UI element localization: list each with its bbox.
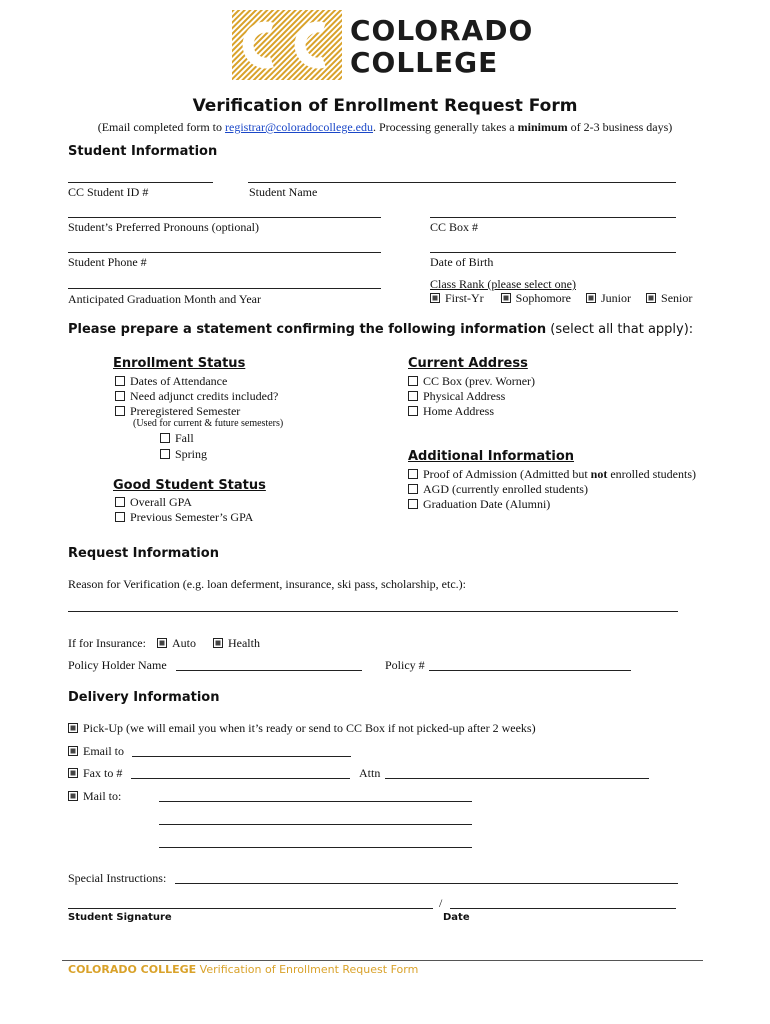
checkbox-icon[interactable] <box>68 723 78 733</box>
delivery-fax[interactable]: Fax to # <box>68 766 122 781</box>
checkbox-icon[interactable] <box>68 791 78 801</box>
logo-line2: COLLEGE <box>350 46 499 79</box>
rank-junior[interactable]: Junior <box>586 291 631 305</box>
delivery-heading: Delivery Information <box>68 690 220 705</box>
mail-field-line-3[interactable] <box>159 847 472 848</box>
address-item-1[interactable]: CC Box (prev. Worner) <box>408 374 535 389</box>
semester-spring[interactable]: Spring <box>160 447 207 462</box>
rank-first-yr[interactable]: First-Yr <box>430 291 484 305</box>
footer-divider <box>62 960 703 961</box>
insurance-row: If for Insurance: Auto Health <box>68 636 260 650</box>
mail-field-line-1[interactable] <box>159 801 472 802</box>
delivery-mail[interactable]: Mail to: <box>68 789 121 804</box>
logo <box>232 10 542 80</box>
policy-holder-field[interactable] <box>176 670 362 671</box>
email-link[interactable]: registrar@coloradocollege.edu <box>225 120 373 134</box>
additional-item-1[interactable]: Proof of Admission (Admitted but not enrolled students) <box>408 467 696 482</box>
email-field[interactable] <box>132 756 351 757</box>
checkbox-icon[interactable] <box>408 391 418 401</box>
additional-heading: Additional Information <box>408 449 575 464</box>
insurance-health[interactable]: Health <box>213 636 260 650</box>
enrollment-item-3[interactable]: Preregistered Semester <box>115 404 240 419</box>
policy-holder-label: Policy Holder Name <box>68 658 167 672</box>
enrollment-item-1[interactable]: Dates of Attendance <box>115 374 227 389</box>
date-field[interactable] <box>450 908 676 909</box>
checkbox-icon[interactable] <box>408 406 418 416</box>
checkbox-icon[interactable] <box>160 449 170 459</box>
checkbox-icon[interactable] <box>213 638 223 648</box>
signature-label: Student Signature <box>68 912 172 923</box>
checkbox-icon[interactable] <box>115 406 125 416</box>
checkbox-icon[interactable] <box>115 391 125 401</box>
checkbox-icon[interactable] <box>157 638 167 648</box>
enrollment-heading: Enrollment Status <box>113 356 246 371</box>
good-status-item-2[interactable]: Previous Semester’s GPA <box>115 510 253 525</box>
checkbox-icon[interactable] <box>408 376 418 386</box>
policy-number-label: Policy # <box>385 658 425 672</box>
checkbox-icon[interactable] <box>68 768 78 778</box>
phone-field[interactable] <box>68 252 381 253</box>
pronouns-label: Student’s Preferred Pronouns (optional) <box>68 220 259 234</box>
checkbox-icon[interactable] <box>646 293 656 303</box>
rank-sophomore[interactable]: Sophomore <box>501 291 571 305</box>
checkbox-icon[interactable] <box>160 433 170 443</box>
policy-number-field[interactable] <box>429 670 631 671</box>
footer-text: COLORADO COLLEGE Verification of Enrollment Request Form <box>68 963 419 976</box>
page-title: Verification of Enrollment Request Form <box>192 96 578 116</box>
insurance-auto[interactable]: Auto <box>157 636 196 650</box>
class-rank-label: Class Rank (please select one) <box>430 277 576 291</box>
class-rank-options <box>430 291 692 306</box>
delivery-pickup[interactable]: Pick-Up (we will email you when it’s ready or send to CC Box if not picked-up after 2 weeks) <box>68 721 536 736</box>
signature-field[interactable] <box>68 908 433 909</box>
student-info-heading: Student Information <box>68 144 218 159</box>
mail-field-line-2[interactable] <box>159 824 472 825</box>
request-heading: Request Information <box>68 546 219 561</box>
special-instructions-label: Special Instructions: <box>68 871 167 885</box>
cc-student-id-field[interactable] <box>68 182 213 183</box>
enrollment-note: (Used for current & future semesters) <box>133 418 284 429</box>
grad-label: Anticipated Graduation Month and Year <box>68 292 261 306</box>
checkbox-icon[interactable] <box>430 293 440 303</box>
subtitle-prefix: (Email completed form to <box>97 120 225 134</box>
reason-label: Reason for Verification (e.g. loan deferment, insurance, ski pass, scholarship, etc.): <box>68 577 466 591</box>
statement-heading: Please prepare a statement confirming the following information (select all that apply): <box>68 322 694 337</box>
checkbox-icon[interactable] <box>501 293 511 303</box>
checkbox-icon[interactable] <box>68 746 78 756</box>
cc-box-label: CC Box # <box>430 220 479 234</box>
checkbox-icon[interactable] <box>408 484 418 494</box>
rank-senior[interactable]: Senior <box>646 291 692 305</box>
semester-fall[interactable]: Fall <box>160 431 194 446</box>
grad-field[interactable] <box>68 288 381 289</box>
signature-slash: / <box>439 896 443 910</box>
fax-field[interactable] <box>131 778 350 779</box>
attn-field[interactable] <box>385 778 649 779</box>
checkbox-icon[interactable] <box>408 499 418 509</box>
enrollment-item-2[interactable]: Need adjunct credits included? <box>115 389 278 404</box>
checkbox-icon[interactable] <box>115 376 125 386</box>
checkbox-icon[interactable] <box>115 512 125 522</box>
subtitle-middle: . Processing generally takes a <box>372 120 518 134</box>
address-heading: Current Address <box>408 356 528 371</box>
cc-box-field[interactable] <box>430 217 676 218</box>
special-instructions-field[interactable] <box>175 883 678 884</box>
attn-label: Attn <box>359 766 381 780</box>
logo-line1: COLORADO <box>350 14 534 47</box>
checkbox-icon[interactable] <box>586 293 596 303</box>
dob-field[interactable] <box>430 252 676 253</box>
good-status-item-1[interactable]: Overall GPA <box>115 495 192 510</box>
subtitle-suffix: of 2-3 business days) <box>567 120 673 134</box>
address-item-2[interactable]: Physical Address <box>408 389 505 404</box>
reason-field[interactable] <box>68 611 678 612</box>
additional-item-2[interactable]: AGD (currently enrolled students) <box>408 482 588 497</box>
address-item-3[interactable]: Home Address <box>408 404 494 419</box>
delivery-email[interactable]: Email to <box>68 744 124 759</box>
checkbox-icon[interactable] <box>408 469 418 479</box>
good-status-heading: Good Student Status <box>113 478 266 493</box>
date-label: Date <box>443 912 470 923</box>
subtitle <box>0 120 770 135</box>
student-name-field[interactable] <box>248 182 676 183</box>
phone-label: Student Phone # <box>68 255 147 269</box>
subtitle-bold: minimum <box>517 120 568 134</box>
student-name-label: Student Name <box>249 185 318 199</box>
colorado-college-mark-icon <box>232 10 342 80</box>
additional-item-3[interactable]: Graduation Date (Alumni) <box>408 497 550 512</box>
cc-student-id-label: CC Student ID # <box>68 185 149 199</box>
dob-label: Date of Birth <box>430 255 494 269</box>
checkbox-icon[interactable] <box>115 497 125 507</box>
pronouns-field[interactable] <box>68 217 381 218</box>
